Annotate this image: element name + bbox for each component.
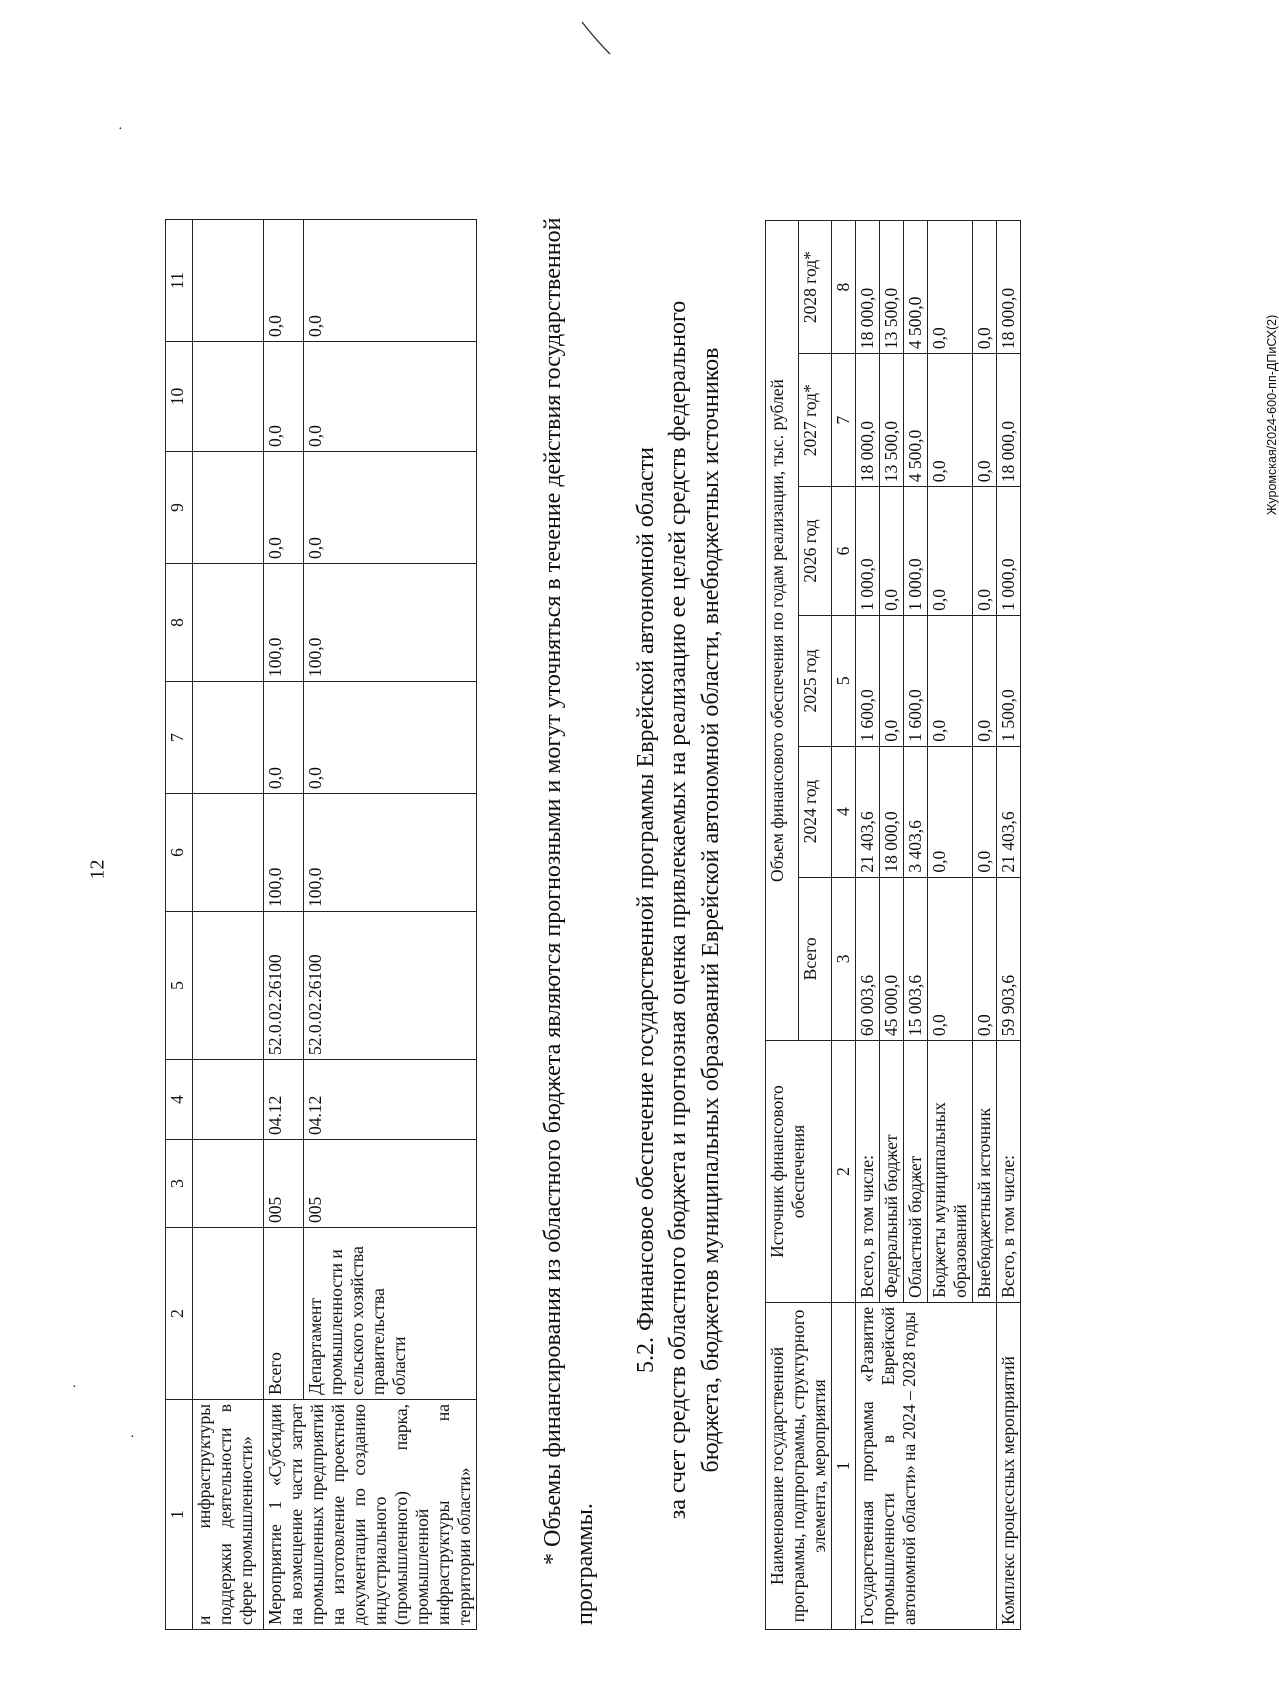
header-year: 2024 год	[799, 746, 832, 877]
cell: 0,0	[264, 682, 304, 794]
cell: 0,0	[304, 452, 477, 564]
scan-mark	[578, 18, 618, 58]
value-cell: 1 000,0	[997, 487, 1021, 616]
value-cell: 59 903,6	[997, 877, 1021, 1041]
cell: 100,0	[304, 794, 477, 912]
value-cell: 21 403,6	[856, 746, 880, 877]
scan-dot: ·	[118, 122, 123, 137]
col-number: 4	[832, 746, 856, 877]
cell: 0,0	[264, 452, 304, 564]
source-cell: Всего, в том числе:	[997, 1041, 1021, 1303]
col-number: 11	[166, 220, 193, 342]
cell: 0,0	[304, 682, 477, 794]
value-cell: 0,0	[973, 221, 997, 354]
cell: 52.0.02.26100	[304, 912, 477, 1060]
cell: 0,0	[264, 220, 304, 342]
measures-table	[165, 219, 477, 1630]
value-cell: 4 500,0	[904, 354, 928, 487]
source-cell: Областной бюджет	[904, 1041, 928, 1303]
section-heading-line: 5.2. Финансовое обеспечение государственной программы Еврейской автономной области	[633, 446, 659, 1374]
col-number: 5	[832, 615, 856, 746]
rotated-content	[125, 70, 1279, 1630]
value-cell: 18 000,0	[997, 354, 1021, 487]
value-cell: 13 500,0	[880, 221, 904, 354]
value-cell: 0,0	[880, 615, 904, 746]
value-cell: 1 500,0	[997, 615, 1021, 746]
cell: 0,0	[304, 342, 477, 452]
value-cell: 0,0	[928, 615, 973, 746]
cell: 04.12	[264, 1060, 304, 1140]
header-year: 2025 год	[799, 615, 832, 746]
continuation-text: и инфраструктуры поддержки деятельности в сфере промышленности»	[193, 1400, 264, 1630]
source-cell: Внебюджетный источник	[973, 1041, 997, 1303]
column-numbers-row	[166, 220, 193, 1630]
col-number: 8	[832, 221, 856, 354]
cell: 04.12	[304, 1060, 477, 1140]
value-cell: 18 000,0	[856, 221, 880, 354]
scan-dot: ·	[72, 1380, 77, 1395]
col-number: 6	[832, 487, 856, 616]
header-year: 2026 год	[799, 487, 832, 616]
value-cell: 0,0	[928, 487, 973, 616]
program-name: Государственная программа «Развитие промышленности в Еврейской автономной области» на 2024 – 2028 годы	[856, 1302, 997, 1629]
cell: Департамент промышленности и сельского хозяйства правительства области	[304, 1228, 477, 1400]
program-row	[856, 221, 880, 1630]
section-heading-line: за счет средств областного бюджета и прогнозная оценка привлекаемых на реализацию ее целей средств федерального	[665, 300, 692, 1520]
value-cell: 15 003,6	[904, 877, 928, 1041]
col-number: 9	[166, 452, 193, 564]
complex-row	[997, 221, 1021, 1630]
value-cell: 21 403,6	[997, 746, 1021, 877]
scan-dot: ·	[130, 1430, 135, 1445]
cell: 0,0	[264, 342, 304, 452]
value-cell: 1 600,0	[904, 615, 928, 746]
col-number: 7	[166, 682, 193, 794]
column-numbers-row	[832, 221, 856, 1630]
col-number: 1	[832, 1302, 856, 1629]
col-number: 10	[166, 342, 193, 452]
value-cell: 0,0	[973, 877, 997, 1041]
header-volume: Объем финансового обеспечения по годам реализации, тыс. рублей	[766, 221, 799, 1041]
value-cell: 3 403,6	[904, 746, 928, 877]
header-total: Всего	[799, 877, 832, 1041]
cell: 52.0.02.26100	[264, 912, 304, 1060]
col-number: 3	[166, 1140, 193, 1228]
cell: 005	[304, 1140, 477, 1228]
footnote: * Объемы финансирования из областного бюджета являются прогнозными и могут уточняться в течение действия государственной программы.	[540, 217, 599, 1625]
cell: 0,0	[304, 220, 477, 342]
col-number: 8	[166, 564, 193, 682]
col-number: 7	[832, 354, 856, 487]
value-cell: 18 000,0	[856, 354, 880, 487]
cell: Всего	[264, 1228, 304, 1400]
value-cell: 18 000,0	[997, 221, 1021, 354]
value-cell: 45 000,0	[880, 877, 904, 1041]
value-cell: 1 000,0	[904, 487, 928, 616]
continuation-row	[193, 220, 264, 1630]
value-cell: 0,0	[973, 354, 997, 487]
source-cell: Федеральный бюджет	[880, 1041, 904, 1303]
col-number: 4	[166, 1060, 193, 1140]
measure-name: Мероприятие 1 «Субсидии на возмещение части затрат промышленных предприятий на изготовление проектной документации по созданию индустриального (промышленного) парка, промышленной инфраструктуры на территории области»	[264, 1400, 477, 1630]
financing-table	[765, 220, 1021, 1630]
cell: 100,0	[304, 564, 477, 682]
document-code: Журомская/2024-600-пп-ДПиСХ(2)	[1265, 314, 1279, 515]
value-cell: 0,0	[928, 746, 973, 877]
col-number: 2	[832, 1041, 856, 1303]
value-cell: 0,0	[928, 354, 973, 487]
header-source: Источник финансового обеспечения	[766, 1041, 832, 1303]
cell: 005	[264, 1140, 304, 1228]
value-cell: 18 000,0	[880, 746, 904, 877]
value-cell: 1 000,0	[856, 487, 880, 616]
header-year: 2027 год*	[799, 354, 832, 487]
page-number: 12	[86, 859, 109, 880]
col-number: 2	[166, 1228, 193, 1400]
cell: 100,0	[264, 794, 304, 912]
header-name: Наименование государственной программы, подпрограммы, структурного элемента, мероприятия	[766, 1302, 832, 1629]
value-cell: 0,0	[973, 615, 997, 746]
header-row	[766, 221, 799, 1630]
section-heading	[630, 190, 727, 1630]
source-cell: Бюджеты муниципальных образований	[928, 1041, 973, 1303]
col-number: 1	[166, 1400, 193, 1630]
value-cell: 0,0	[973, 487, 997, 616]
cell: 100,0	[264, 564, 304, 682]
value-cell: 60 003,6	[856, 877, 880, 1041]
col-number: 3	[832, 877, 856, 1041]
value-cell: 0,0	[928, 221, 973, 354]
col-number: 5	[166, 912, 193, 1060]
header-year: 2028 год*	[799, 221, 832, 354]
section-heading-line: бюджета, бюджетов муниципальных образований Еврейской автономной области, внебюджетных источников	[697, 347, 724, 1473]
col-number: 6	[166, 794, 193, 912]
value-cell: 13 500,0	[880, 354, 904, 487]
source-cell: Всего, в том числе:	[856, 1041, 880, 1303]
complex-name: Комплекс процессных мероприятий	[997, 1302, 1021, 1629]
value-cell: 0,0	[973, 746, 997, 877]
value-cell: 1 600,0	[856, 615, 880, 746]
value-cell: 4 500,0	[904, 221, 928, 354]
value-cell: 0,0	[928, 877, 973, 1041]
measure-row-total	[264, 220, 304, 1630]
value-cell: 0,0	[880, 487, 904, 616]
